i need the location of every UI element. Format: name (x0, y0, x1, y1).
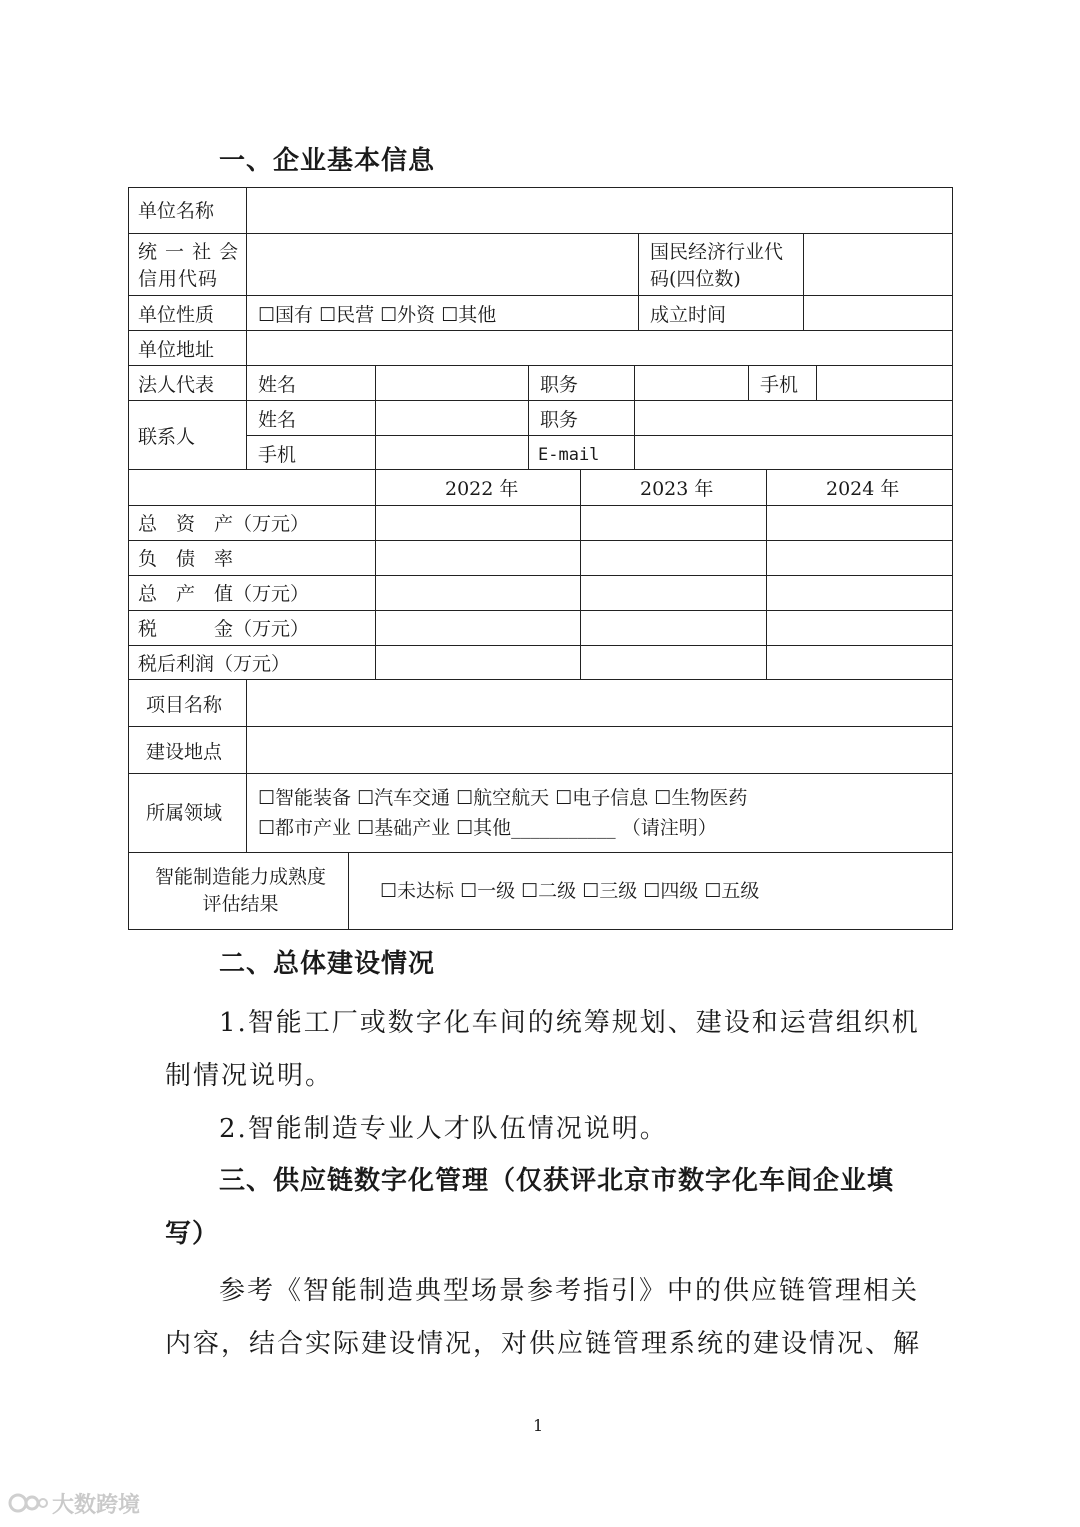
maturity-label: 智能制造能力成熟度 评估结果 (154, 866, 326, 915)
net-profit-label: 税后利润（万元） (138, 653, 291, 675)
contact-label: 联系人 (138, 426, 196, 448)
established-field[interactable] (804, 296, 952, 330)
unit-nature-options[interactable]: ☐国有 ☐民营 ☐外资 ☐其他 (258, 304, 497, 326)
credit-code-label: 统 一 社 会 信用代码 (138, 241, 240, 290)
contact-mobile-field[interactable] (376, 436, 528, 469)
contact-name-label: 姓名 (258, 409, 297, 431)
year-2023-header: 2023 年 (640, 478, 714, 500)
address-field[interactable] (247, 331, 952, 365)
field-options-line1[interactable]: ☐智能装备 ☐汽车交通 ☐航空航天 ☐电子信息 ☐生物医药 (258, 787, 748, 809)
total-output-label: 总 产 值（万元） (138, 583, 310, 605)
section3-para-line2: 内容，结合实际建设情况，对供应链管理系统的建设情况、解 (165, 1329, 922, 1359)
credit-code-field[interactable] (247, 234, 638, 295)
section2-item1-line2: 制情况说明。 (165, 1061, 334, 1091)
legal-rep-position-label: 职务 (540, 374, 579, 396)
section1-title: 一、企业基本信息 (219, 146, 436, 176)
legal-rep-name-label: 姓名 (258, 374, 297, 396)
total-assets-label: 总 资 产（万元） (138, 513, 310, 535)
legal-rep-mobile-field[interactable] (817, 366, 952, 400)
unit-name-field[interactable] (247, 188, 952, 233)
unit-name-label: 单位名称 (138, 200, 215, 222)
year-2024-header: 2024 年 (826, 478, 900, 500)
contact-mobile-label: 手机 (258, 444, 297, 466)
unit-nature-label: 单位性质 (138, 304, 215, 326)
watermark-text: 大数跨境 (52, 1493, 141, 1518)
basic-info-table (128, 187, 953, 930)
section2-title: 二、总体建设情况 (219, 949, 436, 979)
project-name-field[interactable] (247, 680, 952, 726)
watermark-logo-icon (8, 1490, 48, 1516)
section3-para-line1: 参考《智能制造典型场景参考指引》中的供应链管理相关 (219, 1276, 920, 1306)
project-name-label: 项目名称 (146, 694, 223, 716)
legal-rep-mobile-label: 手机 (760, 374, 799, 396)
section2-item1-line1: 1.智能工厂或数字化车间的统筹规划、建设和运营组织机 (219, 1008, 920, 1038)
section2-item2: 2.智能制造专业人才队伍情况说明。 (219, 1114, 668, 1144)
legal-rep-position-field[interactable] (635, 366, 748, 400)
contact-name-field[interactable] (376, 401, 528, 435)
email-field[interactable] (635, 436, 952, 469)
site-field[interactable] (247, 727, 952, 773)
address-label: 单位地址 (138, 339, 215, 361)
site-label: 建设地点 (146, 741, 223, 763)
industry-code-field[interactable] (804, 234, 952, 295)
tax-label: 税 金（万元） (138, 618, 310, 640)
contact-position-label: 职务 (540, 409, 579, 431)
year-2022-header: 2022 年 (445, 478, 519, 500)
legal-rep-name-field[interactable] (376, 366, 528, 400)
email-label: E-mail (538, 445, 600, 465)
page-number: 1 (533, 1416, 544, 1435)
industry-code-label: 国民经济行业代 码(四位数) (650, 241, 784, 290)
legal-rep-label: 法人代表 (138, 374, 215, 396)
established-label: 成立时间 (650, 304, 727, 326)
debt-ratio-label: 负 债 率 (138, 548, 234, 570)
field-label: 所属领域 (146, 802, 223, 824)
maturity-options[interactable]: ☐未达标 ☐一级 ☐二级 ☐三级 ☐四级 ☐五级 (380, 880, 760, 902)
section3-title-line1: 三、供应链数字化管理（仅获评北京市数字化车间企业填 (219, 1166, 895, 1196)
field-options-line2[interactable]: ☐都市产业 ☐基础产业 ☐其他___________ （请注明） (258, 817, 717, 839)
contact-position-field[interactable] (635, 401, 952, 435)
section3-title-line2: 写） (165, 1219, 220, 1249)
